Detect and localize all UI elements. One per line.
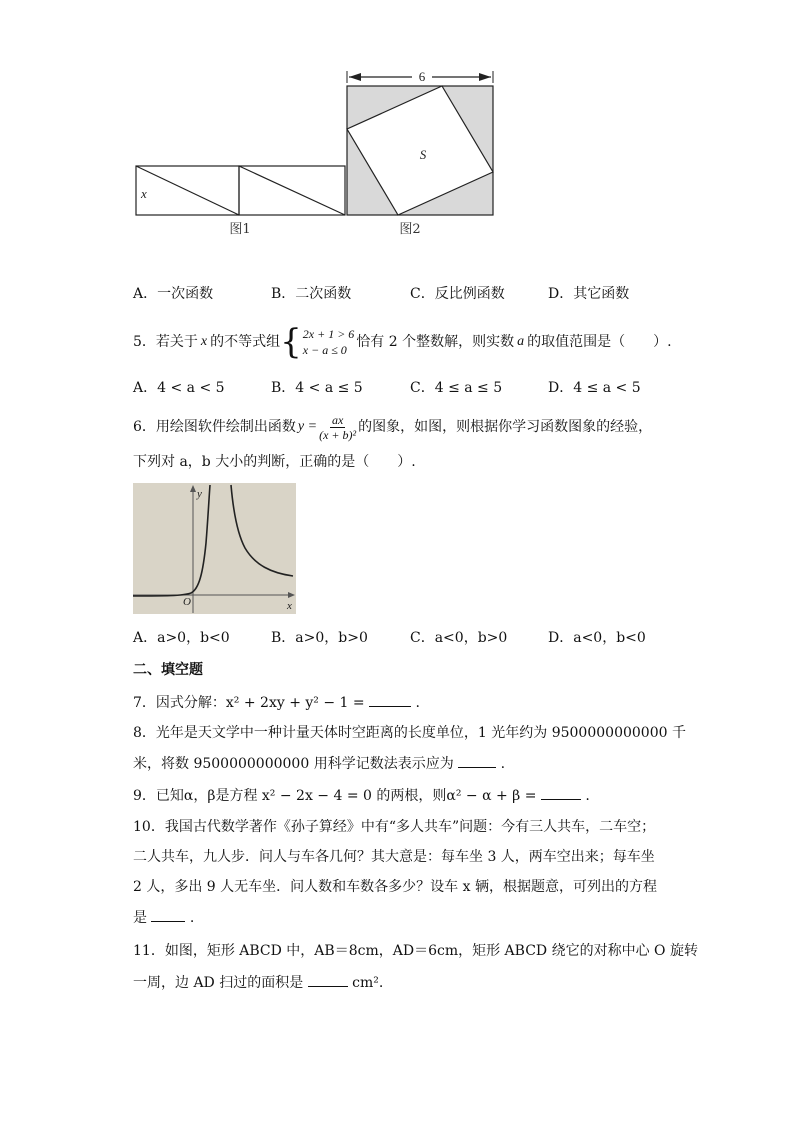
- q5-option-d: D．4 ≤ a < 5: [548, 380, 641, 396]
- q8-answer-blank[interactable]: [458, 753, 496, 768]
- q6-x-arrow: [288, 592, 295, 598]
- q6-fraction: [319, 413, 356, 442]
- q6-curve-left: [133, 485, 210, 596]
- q6-option-c: C．a<0，b>0: [410, 630, 508, 646]
- q6-func-den: (x + b)²: [319, 427, 357, 442]
- q6-curve-right: [231, 485, 293, 576]
- q9-text: 9．已知α，β是方程 x² − 2x − 4 = 0 的两根，则α² − α + β =: [133, 788, 537, 804]
- fig2-caption: 图2: [399, 222, 421, 237]
- q6-graph-svg: [133, 483, 296, 614]
- figure-1: [136, 166, 345, 215]
- q10-line4-wrap: [133, 907, 194, 928]
- q5-suffix: 的取值范围是（ ）.: [527, 334, 672, 350]
- q7-text: 7．因式分解：x² + 2xy + y² − 1 =: [133, 695, 365, 711]
- fig1-diag-right: [239, 166, 345, 215]
- q6-option-b: B．a>0，b>0: [271, 630, 368, 646]
- fig1-diag-left: [136, 166, 239, 215]
- q11-line2-wrap: [133, 972, 383, 993]
- fig2-area-label: S: [419, 147, 427, 162]
- q5-stem: [133, 322, 672, 362]
- q6-func-lhs: y =: [297, 419, 318, 434]
- q5-ineq2: x − a ≤ 0: [302, 343, 347, 357]
- q5-option-b: B．4 < a ≤ 5: [271, 380, 363, 396]
- figure-2: [347, 71, 493, 215]
- q6-option-d: D．a<0，b<0: [548, 630, 646, 646]
- figure-1-2: [130, 65, 500, 240]
- q5-var-a: a: [517, 334, 525, 349]
- q7: [133, 692, 420, 713]
- q10-answer-blank[interactable]: [151, 907, 185, 922]
- q8-end: .: [500, 756, 506, 772]
- q6-origin-label: O: [183, 596, 191, 608]
- q5-ineq1: 2x + 1 > 6: [302, 327, 355, 341]
- q9-end: .: [585, 788, 590, 804]
- q4-option-a: A．一次函数: [133, 286, 214, 302]
- section-title-fill-in: 二、填空题: [133, 662, 203, 678]
- q5-option-a: A．4 < a < 5: [133, 380, 225, 396]
- q5-mid2: 恰有 2 个整数解，则实数: [356, 334, 515, 350]
- q11-answer-blank[interactable]: [308, 972, 348, 987]
- dim-arrow-left: [349, 73, 361, 81]
- q11-line2: 一周，边 AD 扫过的面积是: [133, 975, 304, 991]
- fig2-dimension-label: 6: [418, 69, 426, 84]
- q10-line4: 是: [133, 910, 147, 926]
- q5-inequality-system: [280, 322, 355, 362]
- q4-option-b: B．二次函数: [271, 286, 352, 302]
- q4-option-c: C．反比例函数: [410, 286, 505, 302]
- q10-line3: 2 人，多出 9 人无车坐．问人数和车数各多少？设车 x 辆，根据题意，可列出的方程: [133, 879, 657, 895]
- fig1-caption: 图1: [229, 222, 251, 237]
- q7-answer-blank[interactable]: [369, 692, 411, 707]
- q6-option-a: A．a>0，b<0: [133, 630, 230, 646]
- q8-line2-wrap: [133, 753, 505, 774]
- q6-func-num: ax: [331, 412, 344, 427]
- fig1-x-label: x: [141, 186, 147, 201]
- q10-line1: 10．我国古代数学著作《孙子算经》中有“多人共车”问题：今有三人共车，二车空；: [133, 819, 656, 835]
- q6-prefix: 6．用绘图软件绘制出函数: [133, 419, 296, 435]
- q6-y-label: y: [197, 488, 202, 500]
- q5-brace: {: [280, 322, 302, 362]
- q7-end: .: [415, 695, 420, 711]
- q5-option-c: C．4 ≤ a ≤ 5: [410, 380, 503, 396]
- q6-y-arrow: [190, 485, 196, 492]
- q9: [133, 785, 590, 806]
- q5-var-x: x: [200, 334, 208, 349]
- q6-suffix: 的图象，如图，则根据你学习函数图象的经验，: [358, 419, 653, 435]
- q5-mid1: 的不等式组: [210, 334, 281, 350]
- q8-line2: 米，将数 9500000000000 用科学记数法表示应为: [133, 756, 454, 772]
- q6-x-label: x: [287, 600, 292, 612]
- q6-graph: [133, 483, 296, 614]
- q6-stem: [133, 410, 652, 444]
- dim-arrow-right: [479, 73, 491, 81]
- q11-line1: 11．如图，矩形 ABCD 中，AB＝8cm，AD＝6cm，矩形 ABCD 绕它的对称中心 O 旋转: [133, 943, 698, 959]
- q6-line2: 下列对 a，b 大小的判断，正确的是（ ）.: [133, 454, 416, 470]
- q11-end: cm².: [352, 975, 384, 991]
- q5-prefix: 5．若关于: [133, 334, 198, 350]
- q9-answer-blank[interactable]: [541, 785, 581, 800]
- q10-end: .: [189, 910, 195, 926]
- q10-line2: 二人共车，九人步．问人与车各几何？其大意是：每车坐 3 人，两车空出来；每车坐: [133, 849, 655, 865]
- q8-line1: 8．光年是天文学中一种计量天体时空距离的长度单位，1 光年约为 9500000000000 千: [133, 725, 686, 741]
- q4-option-d: D．其它函数: [548, 286, 630, 302]
